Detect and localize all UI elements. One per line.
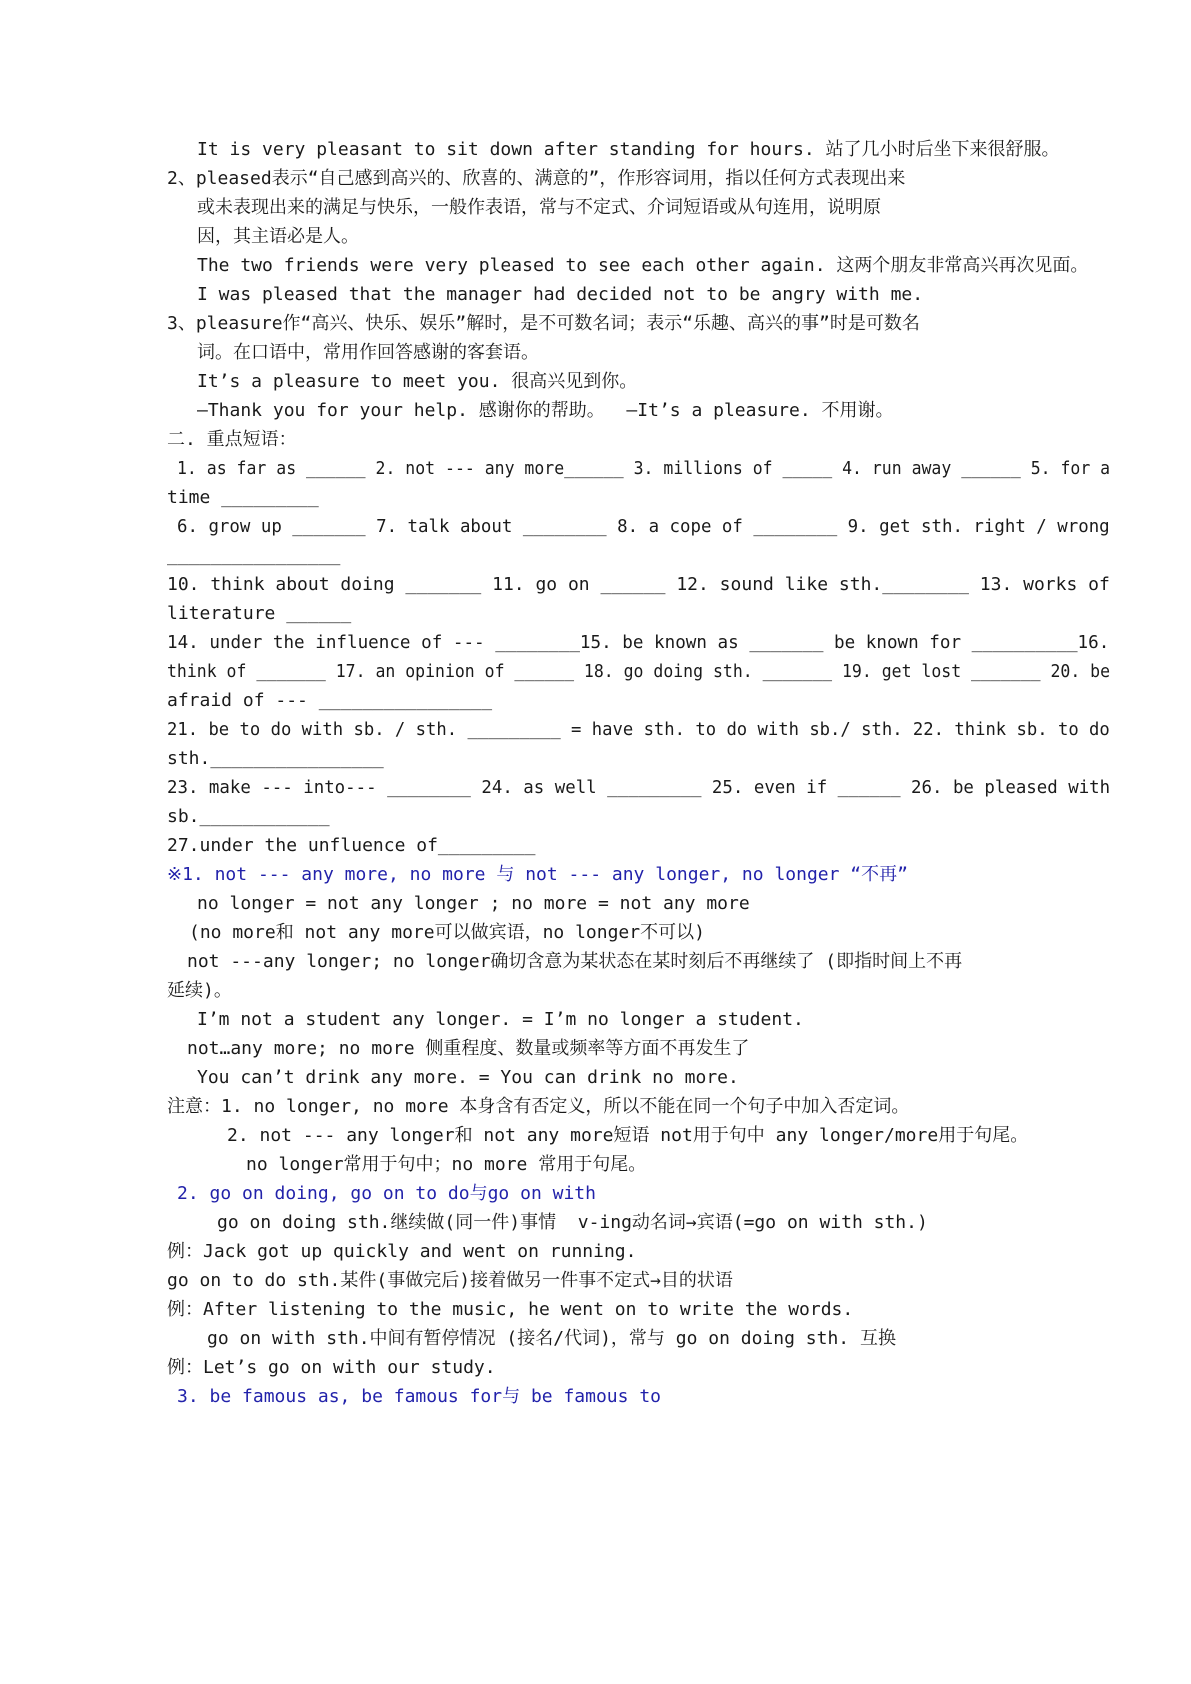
text-line: I’m not a student any longer. = I’m no longer a student.	[197, 1009, 804, 1030]
text-line: 2、pleased表示“自己感到高兴的、欣喜的、满意的”，作形容词用，指以任何方式表现出来	[167, 168, 906, 189]
text-line: The two friends were very pleased to see each other again. 这两个朋友非常高兴再次见面。	[197, 255, 1089, 276]
phrase-line: time _________	[167, 487, 319, 508]
text-line: 注意：1. no longer, no more 本身含有否定义，所以不能在同一个句子中加入否定词。	[167, 1096, 910, 1117]
text-line: 词。在口语中，常用作回答感谢的客套语。	[197, 342, 539, 363]
text-line: not ---any longer; no longer确切含意为某状态在某时刻后不再继续了 (即指时间上不再	[187, 951, 963, 972]
text-line: 因，其主语必是人。	[197, 226, 359, 247]
phrase-line: 14. under the influence of --- ________15. be known as _______ be known for __________16.	[167, 632, 1110, 653]
phrase-line: ________________	[167, 545, 341, 566]
phrase-line: 1. as far as ______ 2. not --- any more______ 3. millions of _____ 4. run away ______ 5. for a	[177, 458, 1111, 479]
text-line: 例：Jack got up quickly and went on running.	[167, 1241, 637, 1262]
phrase-line: sth.________________	[167, 748, 384, 769]
phrase-line: 23. make --- into--- ________ 24. as well _________ 25. even if ______ 26. be pleased with	[167, 777, 1111, 798]
text-line: not…any more; no more 侧重程度、数量或频率等方面不再发生了	[187, 1038, 750, 1059]
text-line: You can’t drink any more. = You can drink no more.	[197, 1067, 739, 1088]
text-line: go on with sth.中间有暂停情况 (接名/代词)，常与 go on doing sth. 互换	[207, 1328, 896, 1349]
text-line: go on to do sth.某件(事做完后)接着做另一件事不定式→目的状语	[167, 1270, 733, 1291]
phrase-line: literature ______	[167, 603, 352, 624]
text-line: no longer常用于句中；no more 常用于句尾。	[246, 1154, 647, 1175]
text-line: 或未表现出来的满足与快乐，一般作表语，常与不定式、介词短语或从句连用，说明原	[197, 197, 881, 218]
subheading-line: 2. go on doing, go on to do与go on with	[177, 1183, 596, 1204]
text-line: 例：Let’s go on with our study.	[167, 1357, 496, 1378]
section-heading: 二. 重点短语：	[167, 429, 297, 450]
phrase-line: 21. be to do with sb. / sth. _________ = have sth. to do with sb./ sth. 22. think sb. to do	[167, 719, 1110, 740]
text-line: go on doing sth.继续做(同一件)事情 v-ing动名词→宾语(=go on with sth.)	[217, 1212, 928, 1233]
text-line: —Thank you for your help. 感谢你的帮助。 —It’s a pleasure. 不用谢。	[197, 400, 894, 421]
text-line: 3、pleasure作“高兴、快乐、娱乐”解时，是不可数名词；表示“乐趣、高兴的事”时是可数名	[167, 313, 920, 334]
phrase-line: 10. think about doing _______ 11. go on ______ 12. sound like sth.________ 13. works of	[167, 574, 1110, 595]
text-line: 例：After listening to the music, he went on to write the words.	[167, 1299, 854, 1320]
text-line: no longer = not any longer ; no more = not any more	[197, 893, 750, 914]
phrase-line: 27.under the unfluence of_________	[167, 835, 536, 856]
phrase-line: sb.____________	[167, 806, 330, 827]
text-line: 延续)。	[167, 980, 232, 1001]
phrase-line: 6. grow up _______ 7. talk about ________ 8. a cope of ________ 9. get sth. right / wrong	[177, 516, 1110, 537]
text-line: 2. not --- any longer和 not any more短语 not用于句中 any longer/more用于句尾。	[227, 1125, 1029, 1146]
phrase-line: think of _______ 17. an opinion of ______ 18. go doing sth. _______ 19. get lost _______ 20. be	[167, 661, 1111, 682]
text-line: (no more和 not any more可以做宾语，no longer不可以)	[189, 922, 705, 943]
subheading-line: 3. be famous as, be famous for与 be famous to	[177, 1386, 661, 1407]
text-line: It’s a pleasure to meet you. 很高兴见到你。	[197, 371, 638, 392]
text-line: I was pleased that the manager had decided not to be angry with me.	[197, 284, 924, 305]
subheading-line: ※1. not --- any more, no more 与 not --- any longer, no longer “不再”	[167, 864, 908, 885]
phrase-line: afraid of --- ________________	[167, 690, 493, 711]
text-line: It is very pleasant to sit down after standing for hours. 站了几小时后坐下来很舒服。	[197, 139, 1060, 160]
